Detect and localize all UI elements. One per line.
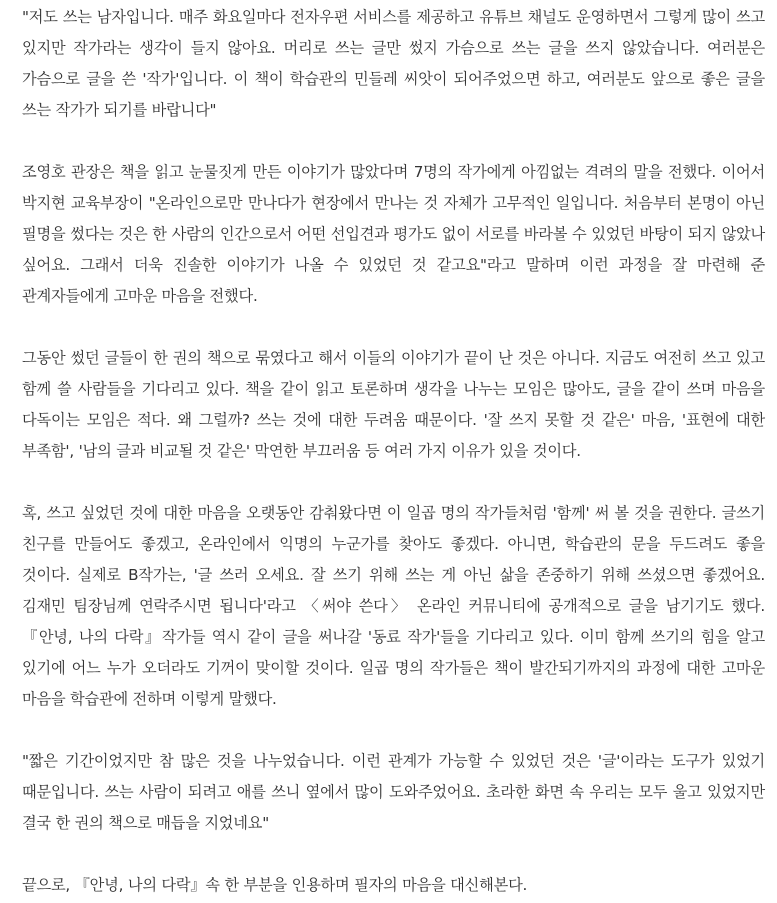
- article-body: [0, 2, 777, 903]
- paragraph-spacer: [22, 126, 765, 157]
- body-paragraph-encouragement: 조영호 관장은 책을 읽고 눈물짓게 만든 이야기가 많았다며 7명의 작가에게 아낌없는 격려의 말을 전했다. 이어서 박지현 교육부장이 "온라인으로만 만나다가 현장에서 만나는 것 자체가 고무적인 일입니다. 처음부터 본명이 아닌 필명을 썼다는 것은 한 사람의 인간으로서 어떤 선입견과 평가도 없이 서로를 바라볼 수 있었던 바탕이 되지 않았나 싶어요. 그래서 더욱 진솔한 이야기가 나올 수 있었던 것 같고요"라고 말하며 이런 과정을 잘 마련해 준 관계자들에게 고마운 마음을 전했다.: [22, 163, 765, 305]
- body-paragraph-closing: 끝으로, 『안녕, 나의 다락』속 한 부분을 인용하며 필자의 마음을 대신해본다.: [22, 876, 528, 894]
- body-paragraph-still-writing: 그동안 썼던 글들이 한 권의 책으로 묶였다고 해서 이들의 이야기가 끝이 난 것은 아니다. 지금도 여전히 쓰고 있고 함께 쓸 사람들을 기다리고 있다. 책을 같이 읽고 토론하며 생각을 나누는 모임은 많아도, 글을 같이 쓰며 마음을 다독이는 모임은 적다. 왜 그럴까? 쓰는 것에 대한 두려움 때문이다. '잘 쓰지 못할 것 같은' 마음, '표현에 대한 부족함', '남의 글과 비교될 것 같은' 막연한 부끄러움 등 여러 가지 이유가 있을 것이다.: [22, 349, 765, 460]
- body-paragraph-write-together: 혹, 쓰고 싶었던 것에 대한 마음을 오랫동안 감춰왔다면 이 일곱 명의 작가들처럼 '함께' 써 볼 것을 권한다. 글쓰기 친구를 만들어도 좋겠고, 온라인에서 익명의 누군가를 찾아도 좋겠다. 아니면, 학습관의 문을 두드려도 좋을 것이다. 실제로 B작가는, '글 쓰러 오세요. 잘 쓰기 위해 쓰는 게 아닌 삶을 존중하기 위해 쓰셨으면 좋겠어요. 김재민 팀장님께 연락주시면 됩니다'라고 〈써야 쓴다〉 온라인 커뮤니티에 공개적으로 글을 남기기도 했다. 『안녕, 나의 다락』작가들 역시 같이 글을 써나갈 '동료 작가'들을 기다리고 있다. 이미 함께 쓰기의 힘을 알고 있기에 어느 누가 오더라도 기꺼이 맞이할 것이다. 일곱 명의 작가들은 책이 발간되기까지의 과정에 대한 고마운 마음을 학습관에 전하며 이렇게 말했다.: [22, 504, 765, 708]
- quote-paragraph-authors: "짧은 기간이었지만 참 많은 것을 나누었습니다. 이런 관계가 가능할 수 있었던 것은 '글'이라는 도구가 있었기 때문입니다. 쓰는 사람이 되려고 애를 쓰니 옆에서 많이 도와주었어요. 초라한 화면 속 우리는 모두 울고 있었지만 결국 한 권의 책으로 매듭을 지었네요": [22, 752, 765, 832]
- quote-paragraph-opening: "저도 쓰는 남자입니다. 매주 화요일마다 전자우편 서비스를 제공하고 유튜브 채널도 운영하면서 그렇게 많이 쓰고 있지만 작가라는 생각이 들지 않아요. 머리로 쓰는 글만 썼지 가슴으로 쓰는 글을 쓰지 않았습니다. 여러분은 가슴으로 글을 쓴 '작가'입니다. 이 책이 학습관의 민들레 씨앗이 되어주었으면 하고, 여러분도 앞으로 좋은 글을 쓰는 작가가 되기를 바랍니다": [22, 8, 765, 119]
- paragraph-spacer: [22, 467, 765, 498]
- paragraph-spacer: [22, 715, 765, 746]
- paragraph-spacer: [22, 312, 765, 343]
- paragraph-spacer: [22, 839, 765, 870]
